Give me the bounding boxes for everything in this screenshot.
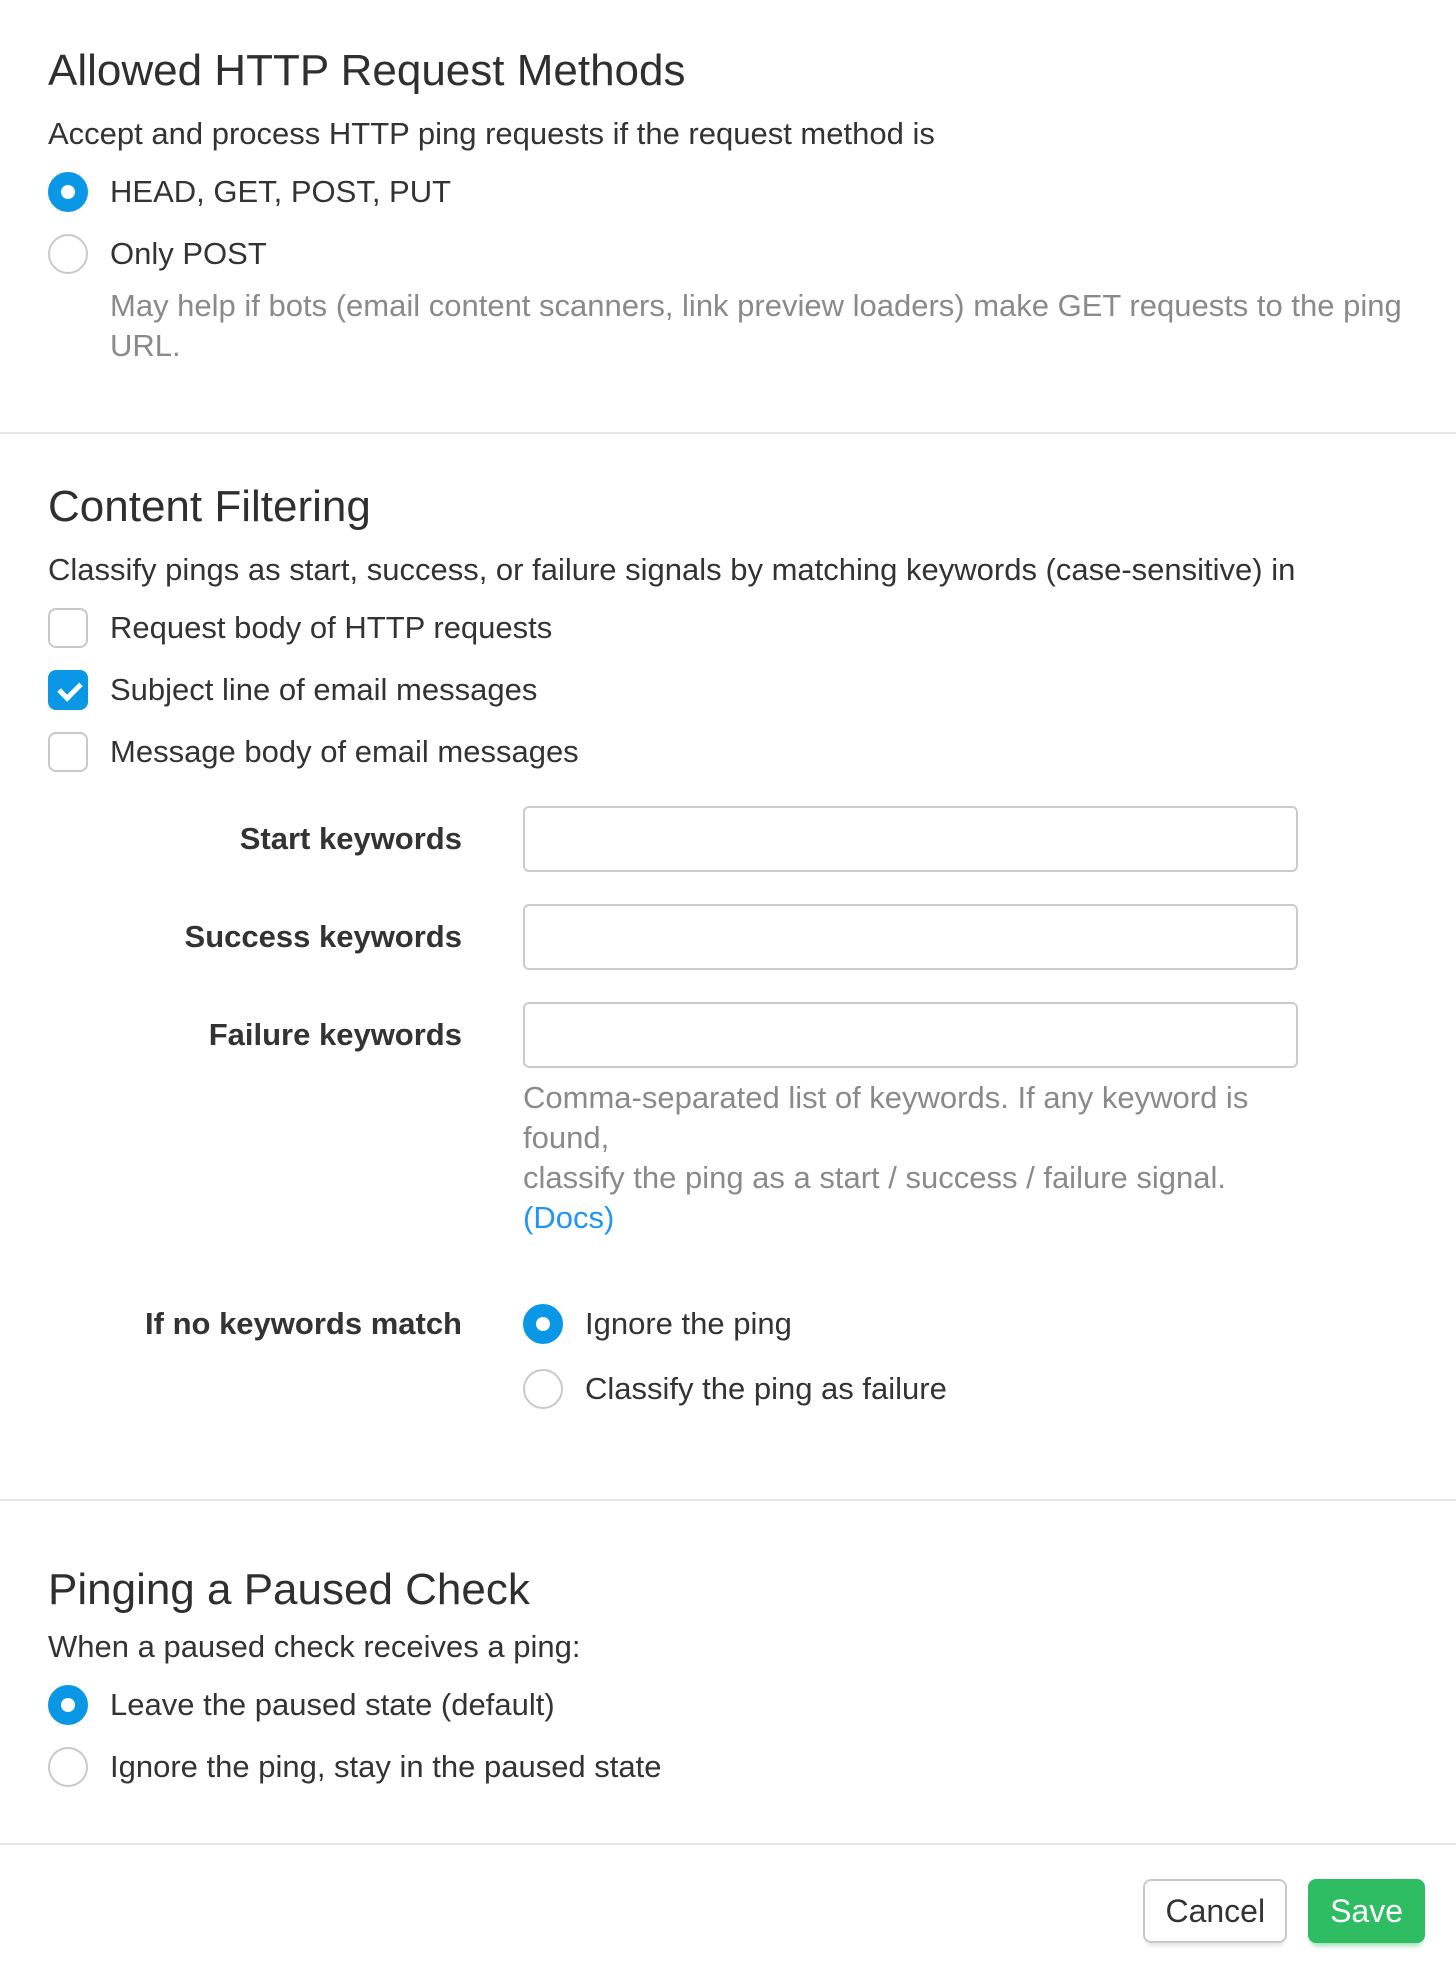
no-match-ignore-option[interactable]: [523, 1302, 947, 1346]
http-method-all-radio[interactable]: [48, 172, 88, 212]
http-methods-description: Accept and process HTTP ping requests if the request method is: [48, 116, 935, 151]
paused-check-description: When a paused check receives a ping:: [48, 1629, 581, 1664]
no-match-ignore-radio[interactable]: [523, 1304, 563, 1344]
success-keywords-label: Success keywords: [184, 919, 462, 954]
message-body-label: Message body of email messages: [110, 734, 579, 769]
http-method-all-option[interactable]: [48, 170, 1408, 214]
success-keywords-row: [48, 904, 1408, 970]
http-method-post-only-option[interactable]: [48, 232, 1408, 276]
paused-ignore-option[interactable]: [48, 1745, 1408, 1789]
no-keywords-match-row: [48, 1302, 1408, 1411]
paused-leave-radio[interactable]: [48, 1685, 88, 1725]
no-match-failure-option[interactable]: [523, 1367, 947, 1411]
failure-keywords-row: [48, 1002, 1408, 1068]
http-method-post-only-radio[interactable]: [48, 234, 88, 274]
message-body-option[interactable]: [48, 730, 1408, 774]
request-body-label: Request body of HTTP requests: [110, 610, 553, 645]
http-method-all-label: HEAD, GET, POST, PUT: [110, 174, 452, 209]
success-keywords-input[interactable]: [523, 904, 1298, 970]
no-match-ignore-label: Ignore the ping: [585, 1306, 792, 1341]
paused-check-title: Pinging a Paused Check: [48, 1565, 530, 1614]
keywords-help-line2: classify the ping as a start / success / failure signal. (Docs): [523, 1160, 1226, 1235]
paused-ignore-label: Ignore the ping, stay in the paused state: [110, 1749, 662, 1784]
cancel-button[interactable]: Cancel: [1143, 1879, 1287, 1943]
start-keywords-input[interactable]: [523, 806, 1298, 872]
request-body-checkbox[interactable]: [48, 608, 88, 648]
paused-leave-label: Leave the paused state (default): [110, 1687, 555, 1722]
no-match-failure-radio[interactable]: [523, 1369, 563, 1409]
content-filtering-description: Classify pings as start, success, or failure signals by matching keywords (case-sensitive) in: [48, 552, 1296, 587]
section-content-filtering: [0, 434, 1456, 1501]
section-paused-check: [0, 1501, 1456, 1845]
subject-line-label: Subject line of email messages: [110, 672, 538, 707]
start-keywords-label: Start keywords: [239, 821, 462, 856]
no-match-failure-label: Classify the ping as failure: [585, 1371, 947, 1406]
save-button[interactable]: Save: [1308, 1879, 1425, 1943]
paused-leave-option[interactable]: [48, 1683, 1408, 1727]
start-keywords-row: [48, 806, 1408, 872]
message-body-checkbox[interactable]: [48, 732, 88, 772]
subject-line-checkbox[interactable]: [48, 670, 88, 710]
keywords-help-line1: Comma-separated list of keywords. If any keyword is found,: [523, 1080, 1249, 1155]
docs-link[interactable]: (Docs): [523, 1200, 615, 1235]
http-method-post-only-label: Only POST: [110, 236, 267, 271]
http-methods-title: Allowed HTTP Request Methods: [48, 46, 686, 95]
no-keywords-match-options: [523, 1302, 947, 1411]
failure-keywords-input[interactable]: [523, 1002, 1298, 1068]
keywords-help-text: [523, 1078, 1313, 1238]
form-footer: [0, 1845, 1456, 1978]
content-filtering-title: Content Filtering: [48, 482, 371, 531]
no-keywords-match-label: If no keywords match: [145, 1306, 462, 1341]
subject-line-option[interactable]: [48, 668, 1408, 712]
failure-keywords-label: Failure keywords: [208, 1017, 462, 1052]
post-only-note: May help if bots (email content scanners, link preview loaders) make GET requests to the ping URL.: [110, 288, 1402, 363]
paused-ignore-radio[interactable]: [48, 1747, 88, 1787]
section-http-methods: [0, 0, 1456, 434]
request-body-option[interactable]: [48, 606, 1408, 650]
